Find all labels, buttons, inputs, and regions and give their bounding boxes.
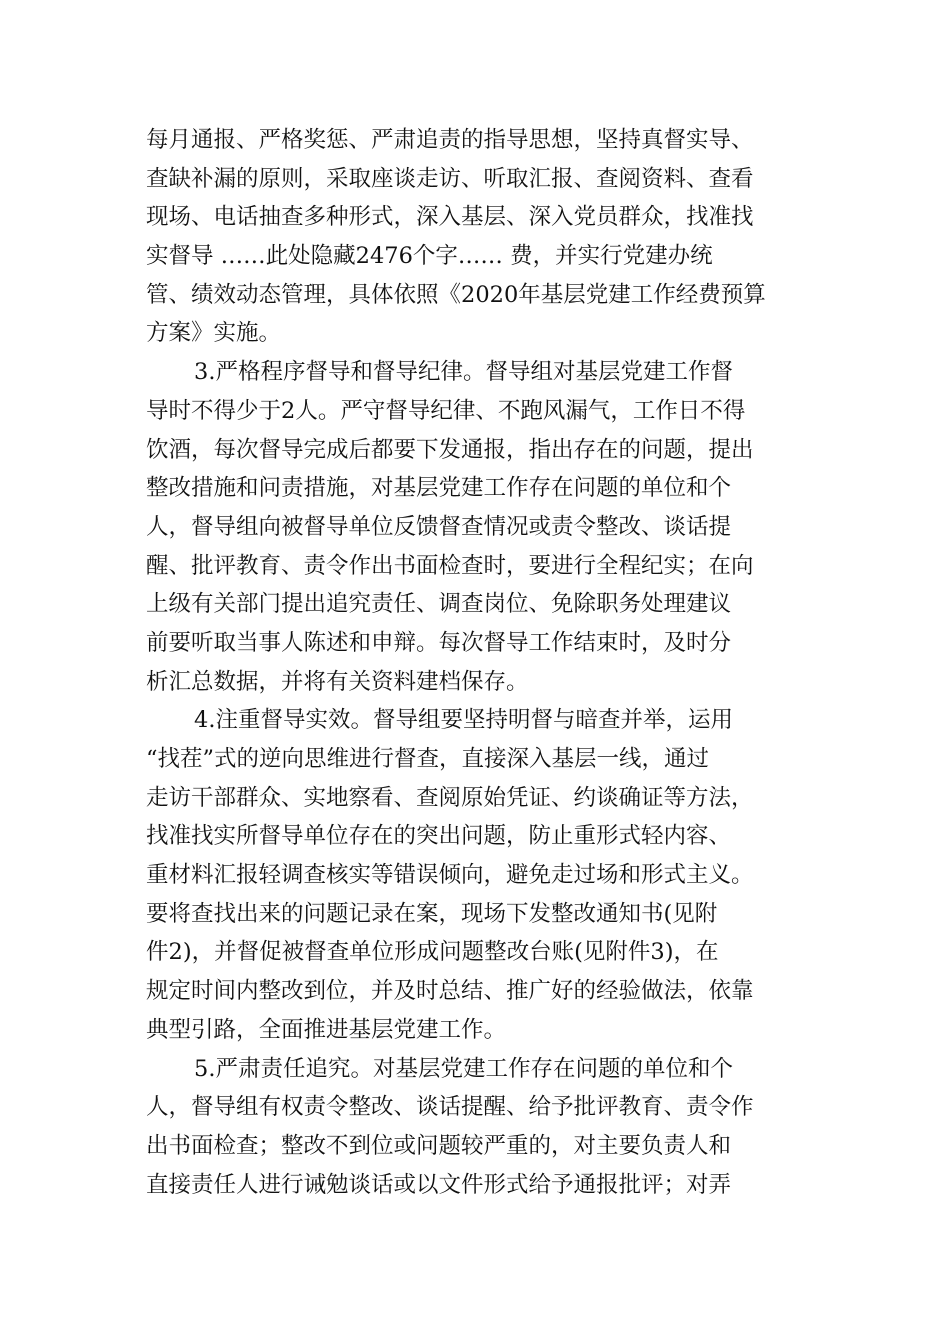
text-line: 管、绩效动态管理，具体依照《2020年基层党建工作经费预算	[146, 281, 766, 308]
paragraph-3-heading-line: 3.严格程序督导和督导纪律。督导组对基层党建工作督	[194, 359, 733, 386]
text-line: 导时不得少于2人。严守督导纪律、不跑风漏气，工作日不得	[146, 397, 746, 424]
text-line: 人，督导组向被督导单位反馈督查情况或责令整改、谈话提	[146, 513, 732, 540]
text-line: 饮酒，每次督导完成后都要下发通报，指出存在的问题，提出	[146, 436, 754, 463]
text-line: 典型引路，全面推进基层党建工作。	[146, 1016, 507, 1043]
text-line: 找准找实所督导单位存在的突出问题，防止重形式轻内容、	[146, 823, 732, 850]
text-line: 醒、批评教育、责令作出书面检查时，要进行全程纪实；在向	[146, 552, 754, 579]
hidden-content-notice-line: 实督导 ……此处隐藏2476个字…… 费，并实行党建办统	[146, 243, 713, 270]
text-line: 直接责任人进行诫勉谈话或以文件形式给予通报批评；对弄	[146, 1171, 732, 1198]
text-line: 人，督导组有权责令整改、谈话提醒、给予批评教育、责令作	[146, 1094, 754, 1121]
text-line: 现场、电话抽查多种形式，深入基层、深入党员群众，找准找	[146, 204, 754, 231]
text-line: 走访干部群众、实地察看、查阅原始凭证、约谈确证等方法，	[146, 784, 754, 811]
text-line: 查缺补漏的原则，采取座谈走访、听取汇报、查阅资料、查看	[146, 165, 754, 192]
text-line: “找茬”式的逆向思维进行督查，直接深入基层一线，通过	[146, 746, 710, 772]
text-line: 要将查找出来的问题记录在案，现场下发整改通知书(见附	[146, 900, 718, 927]
text-line: 析汇总数据，并将有关资料建档保存。	[146, 668, 529, 695]
text-line: 前要听取当事人陈述和申辩。每次督导工作结束时，及时分	[146, 629, 732, 656]
text-line: 上级有关部门提出追究责任、调查岗位、免除职务处理建议	[146, 591, 732, 618]
paragraph-5-heading-line: 5.严肃责任追究。对基层党建工作存在问题的单位和个	[194, 1055, 733, 1082]
text-line: 出书面检查；整改不到位或问题较严重的，对主要负责人和	[146, 1132, 732, 1159]
text-line: 每月通报、严格奖惩、严肃追责的指导思想，坚持真督实导、	[146, 127, 754, 153]
text-line: 重材料汇报轻调查核实等错误倾向，避免走过场和形式主义。	[146, 862, 754, 889]
text-line: 规定时间内整改到位，并及时总结、推广好的经验做法，依靠	[146, 978, 754, 1005]
text-line: 方案》实施。	[146, 320, 282, 347]
paragraph-4-heading-line: 4.注重督导实效。督导组要坚持明督与暗查并举，运用	[194, 707, 733, 734]
document-body	[146, 121, 826, 1204]
text-line: 整改措施和问责措施，对基层党建工作存在问题的单位和个	[146, 475, 732, 502]
text-line: 件2)，并督促被督查单位形成问题整改台账(见附件3)，在	[146, 939, 719, 966]
